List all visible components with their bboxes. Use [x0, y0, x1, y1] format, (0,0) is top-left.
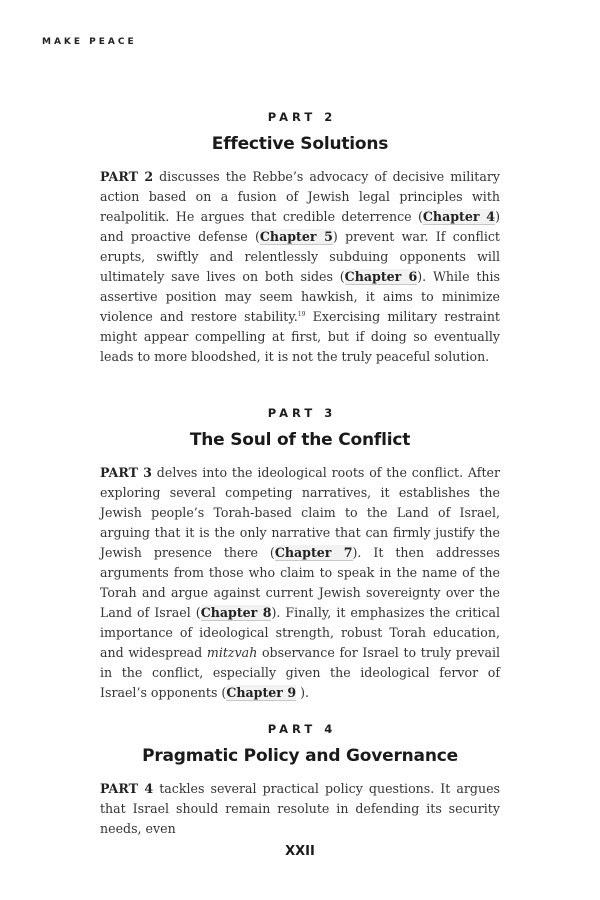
chapter-link[interactable]: Chapter 9 — [226, 685, 297, 700]
body-text: observance for Israel to truly prevail in the conflict, especially given the ideological fervor of Israel’s opponents ( — [100, 645, 501, 700]
part-title: The Soul of the Conflict — [189, 430, 411, 450]
chapter-link[interactable]: Chapter 7 — [274, 545, 353, 560]
body-text: ) and proactive defense ( — [100, 209, 500, 244]
chapter-link[interactable]: Chapter 6 — [344, 269, 418, 284]
italic-term: mitzvah — [206, 645, 258, 660]
part-label: PART 4 — [267, 722, 337, 736]
body-text: discusses the Rebbe’s advocacy of decisive military action based on a fusion of Jewish legal principles with realpolitik. He argues that credible deterrence ( — [100, 169, 500, 224]
section-part-3 — [100, 406, 500, 703]
section-body — [100, 167, 500, 367]
footnote-ref[interactable]: 19 — [297, 310, 306, 318]
body-text: tackles several practical policy questions. It argues that Israel should remain resolute in defending its security needs, even — [100, 781, 501, 836]
body-text: ). It then addresses arguments from those who claim to speak in the name of the Torah and argue against current Jewish sovereignty over the Land of Israel ( — [100, 545, 500, 620]
chapter-link[interactable]: Chapter 8 — [200, 605, 272, 620]
running-head: MAKE PEACE — [42, 37, 137, 47]
part-lead: PART 3 — [100, 465, 152, 480]
part-label: PART 3 — [267, 406, 337, 420]
section-body — [100, 779, 500, 839]
part-lead: PART 2 — [100, 169, 154, 184]
section-part-2 — [100, 110, 500, 367]
body-text: ). While this assertive position may seem hawkish, it aims to minimize violence and restore stability. — [100, 269, 500, 324]
part-lead: PART 4 — [100, 781, 154, 796]
part-title: Effective Solutions — [211, 134, 389, 154]
page-number: XXII — [285, 844, 315, 859]
body-text: ). Finally, it emphasizes the critical importance of ideological strength, robust Torah education, and widespread — [100, 605, 500, 660]
section-body — [100, 463, 500, 703]
body-text: delves into the ideological roots of the conflict. After exploring several competing narratives, it establishes the Jewish people’s Torah-based claim to the Land of Israel, arguing that it is the only narrative that can firmly justify the Jewish presence there ( — [100, 465, 501, 560]
section-part-4 — [100, 722, 500, 839]
chapter-link[interactable]: Chapter 4 — [422, 209, 496, 224]
part-title: Pragmatic Policy and Governance — [142, 746, 458, 766]
body-text: Exercising military restraint might appear compelling at first, but if doing so eventually leads to more bloodshed, it is not the truly peaceful solution. — [100, 309, 500, 364]
part-label: PART 2 — [267, 110, 337, 124]
chapter-link[interactable]: Chapter 5 — [259, 229, 333, 244]
body-text: ). — [296, 685, 310, 700]
body-text: ) prevent war. If conflict erupts, swiftly and relentlessly subduing opponents will ultimately save lives on both sides ( — [100, 229, 500, 284]
